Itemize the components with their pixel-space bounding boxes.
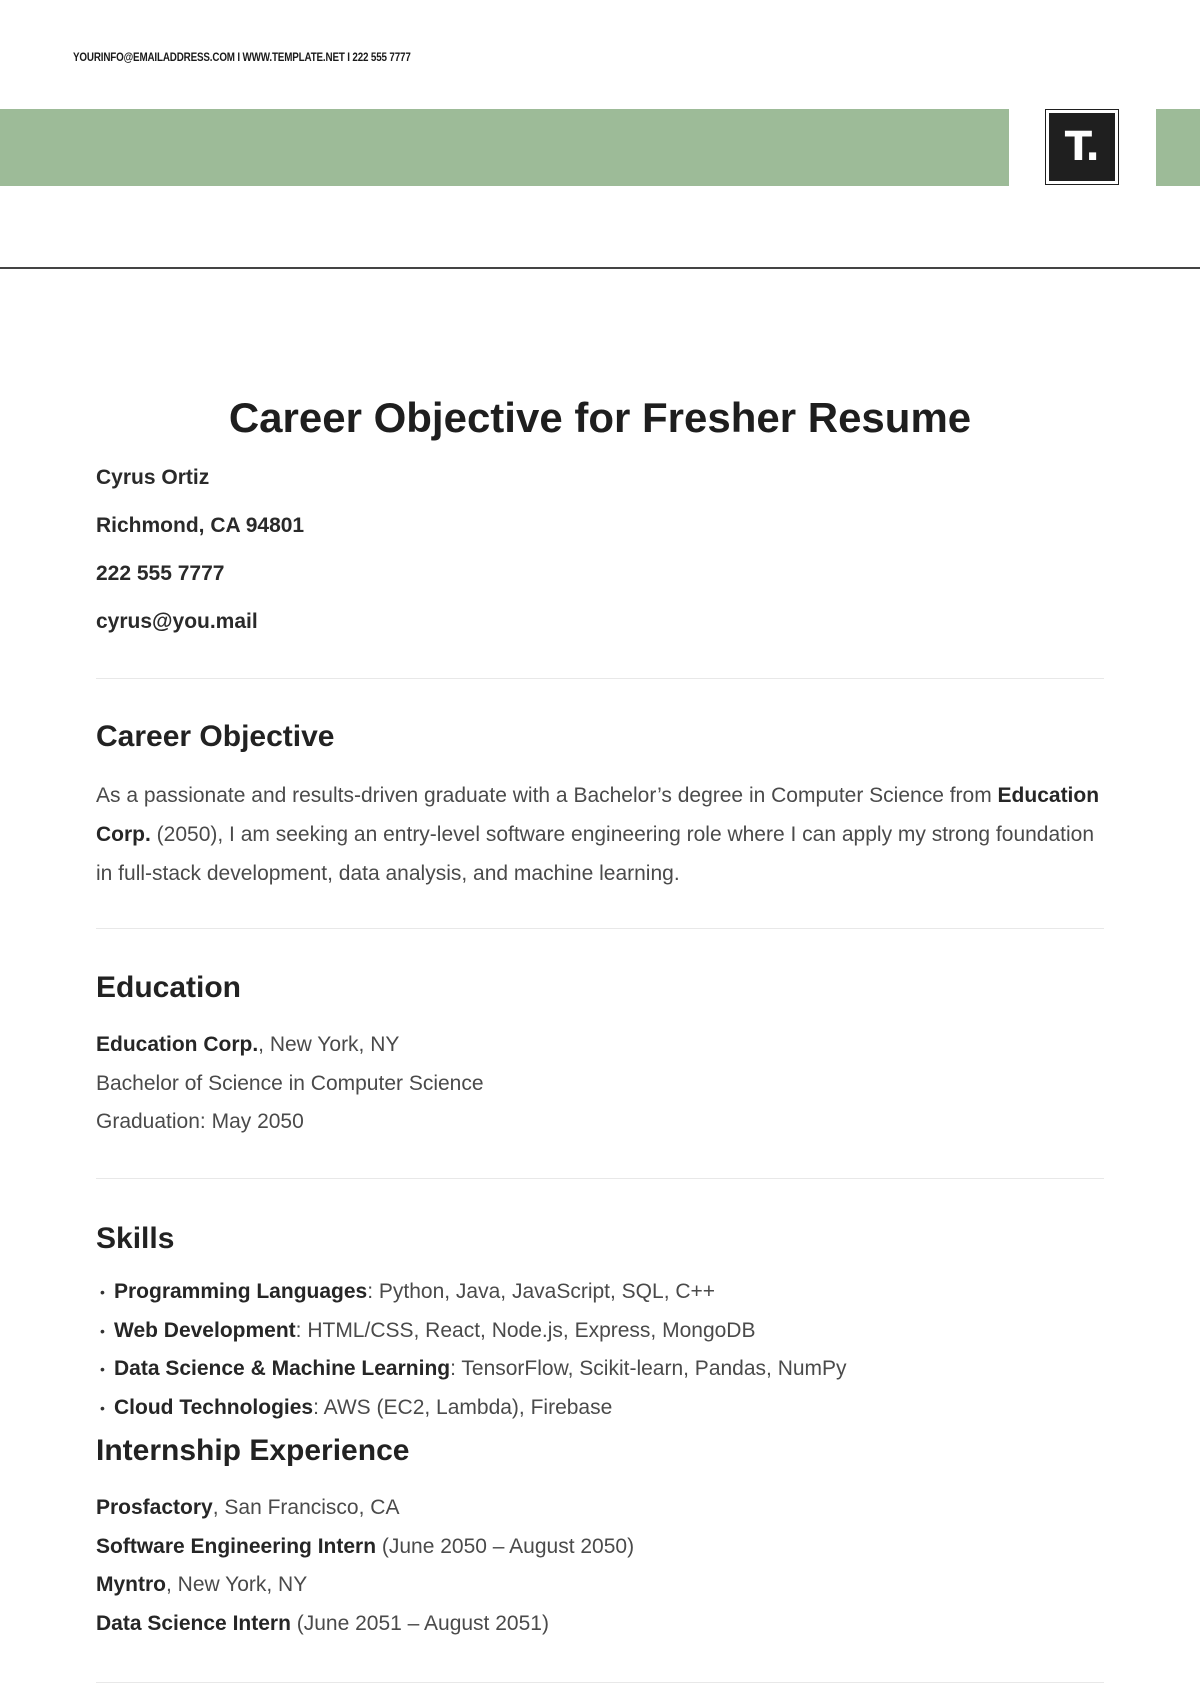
section-divider [96,928,1104,929]
section-divider [96,678,1104,679]
internship-role-line: Data Science Intern (June 2051 – August 2051) [96,1611,549,1635]
header-band-left [0,109,1009,186]
education-school-line: Education Corp., New York, NY [96,1033,400,1056]
contact-address: Richmond, CA 94801 [96,514,305,537]
education-details [96,1033,484,1149]
list-item: • Web Development: HTML/CSS, React, Node.js, Express, MongoDB [100,1318,756,1342]
header-contact-line: YOURINFO@EMAILADDRESS.COM I WWW.TEMPLATE.NET I 222 555 7777 [73,50,411,64]
template-logo: T. [1047,111,1117,183]
header-divider [0,267,1200,269]
contact-email: cyrus@you.mail [96,610,258,633]
career-objective-text: As a passionate and results-driven graduate with a Bachelor’s degree in Computer Science from Education Corp. (2050), I am seeking an entry-level software engineering role where I can apply my strong foundation in full-stack development, data analysis, and machine learning. [96,784,1100,885]
internship-heading: Internship Experience [96,1434,410,1467]
education-heading: Education [96,971,242,1004]
internship-company-line: Myntro, New York, NY [96,1573,308,1596]
skills-heading: Skills [96,1222,175,1255]
education-school: Education Corp. [96,1033,259,1056]
list-item: • Programming Languages: Python, Java, JavaScript, SQL, C++ [100,1280,716,1303]
section-divider [96,1178,1104,1179]
header-band-right [1156,109,1200,186]
internship-company-line: Prosfactory, San Francisco, CA [96,1496,400,1519]
education-degree: Bachelor of Science in Computer Science [96,1071,484,1095]
internship-role-line: Software Engineering Intern (June 2050 – August 2050) [96,1534,635,1558]
career-objective-heading: Career Objective [96,720,335,753]
contact-block [96,466,304,658]
list-item: • Data Science & Machine Learning: TensorFlow, Scikit-learn, Pandas, NumPy [100,1357,847,1380]
contact-name: Cyrus Ortiz [96,466,210,489]
section-divider [96,1682,1104,1683]
document-title: Career Objective for Fresher Resume [228,394,972,441]
skills-list [100,1280,847,1434]
education-graduation: Graduation: May 2050 [96,1110,304,1133]
objective-school: Education Corp. [96,784,1100,846]
internship-list [96,1496,634,1650]
list-item: • Cloud Technologies: AWS (EC2, Lambda), Firebase [100,1395,613,1419]
contact-phone: 222 555 7777 [96,562,225,585]
